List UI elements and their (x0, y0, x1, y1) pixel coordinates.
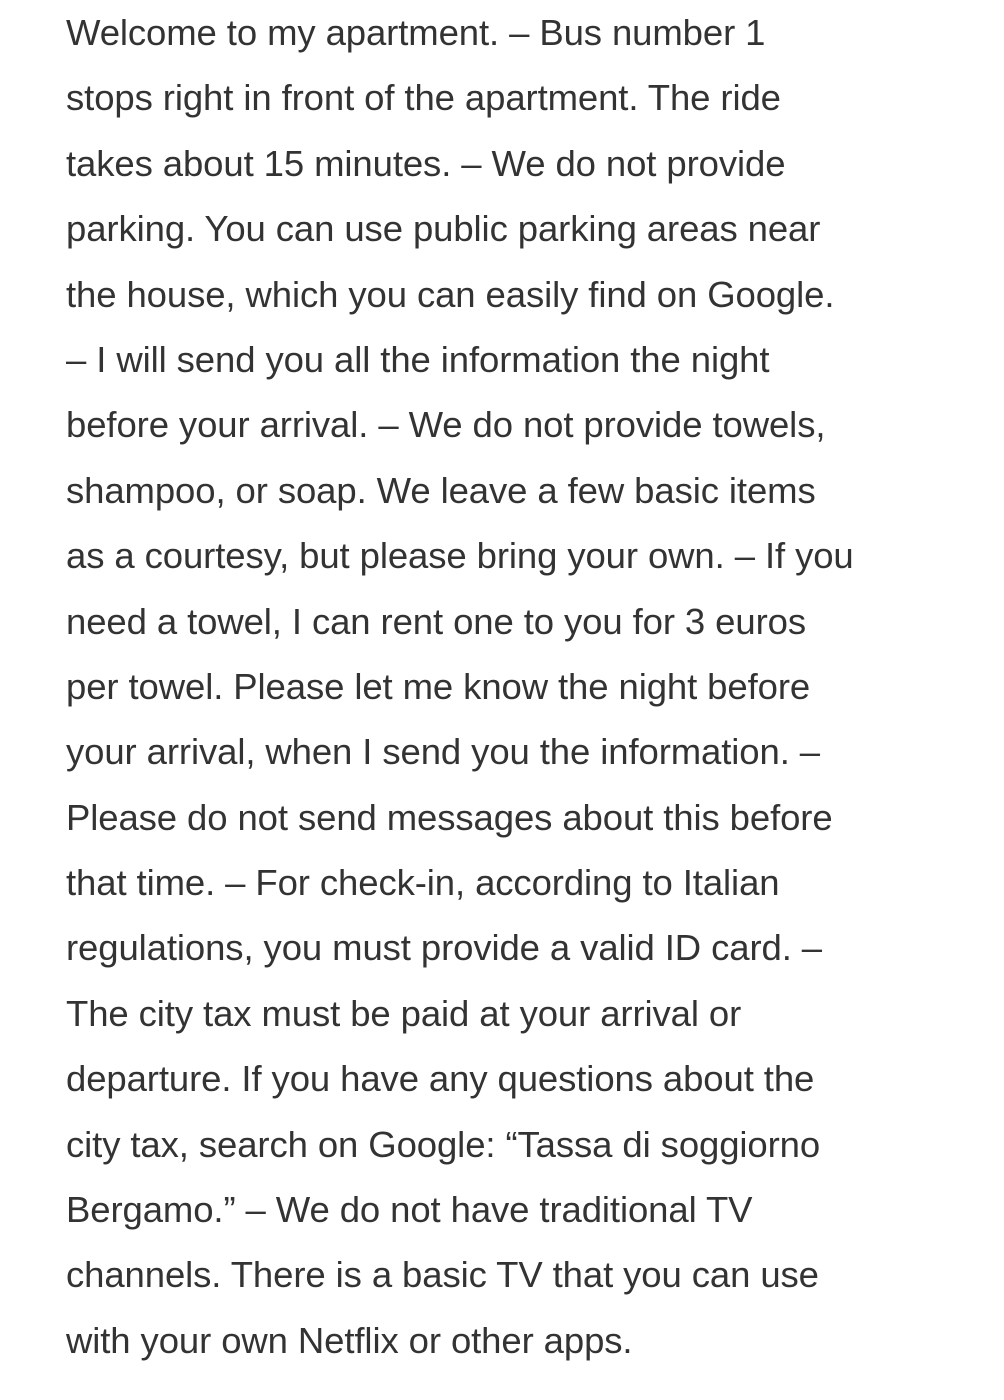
message-line: as a courtesy, but please bring your own. – If you (66, 535, 854, 577)
message-line: The city tax must be paid at your arrival or (66, 992, 742, 1034)
message-line: before your arrival. – We do not provide towels, (66, 404, 826, 446)
message-line: Please do not send messages about this before (66, 796, 833, 838)
message-body (66, 0, 966, 1373)
message-line: Bergamo.” – We do not have traditional TV (66, 1189, 753, 1231)
message-line: your arrival, when I send you the information. – (66, 731, 820, 773)
message-line: departure. If you have any questions about the (66, 1058, 815, 1100)
message-line: parking. You can use public parking areas near (66, 208, 821, 250)
message-line: city tax, search on Google: “Tassa di soggiorno (66, 1123, 821, 1165)
message-line: – I will send you all the information the night (66, 338, 770, 380)
message-line: that time. – For check-in, according to Italian (66, 862, 780, 904)
message-line: Welcome to my apartment. – Bus number 1 (66, 12, 766, 53)
message-line: takes about 15 minutes. – We do not provide (66, 142, 786, 184)
message-line: with your own Netflix or other apps. (66, 1319, 633, 1361)
message-line: stops right in front of the apartment. The ride (66, 77, 781, 119)
message-line: the house, which you can easily find on Google. (66, 273, 835, 315)
message-line: need a towel, I can rent one to you for 3 euros (66, 600, 806, 642)
message-line: shampoo, or soap. We leave a few basic items (66, 469, 816, 511)
message-line: regulations, you must provide a valid ID card. – (66, 927, 822, 969)
message-line: channels. There is a basic TV that you can use (66, 1254, 819, 1296)
message-line: per towel. Please let me know the night before (66, 665, 811, 707)
